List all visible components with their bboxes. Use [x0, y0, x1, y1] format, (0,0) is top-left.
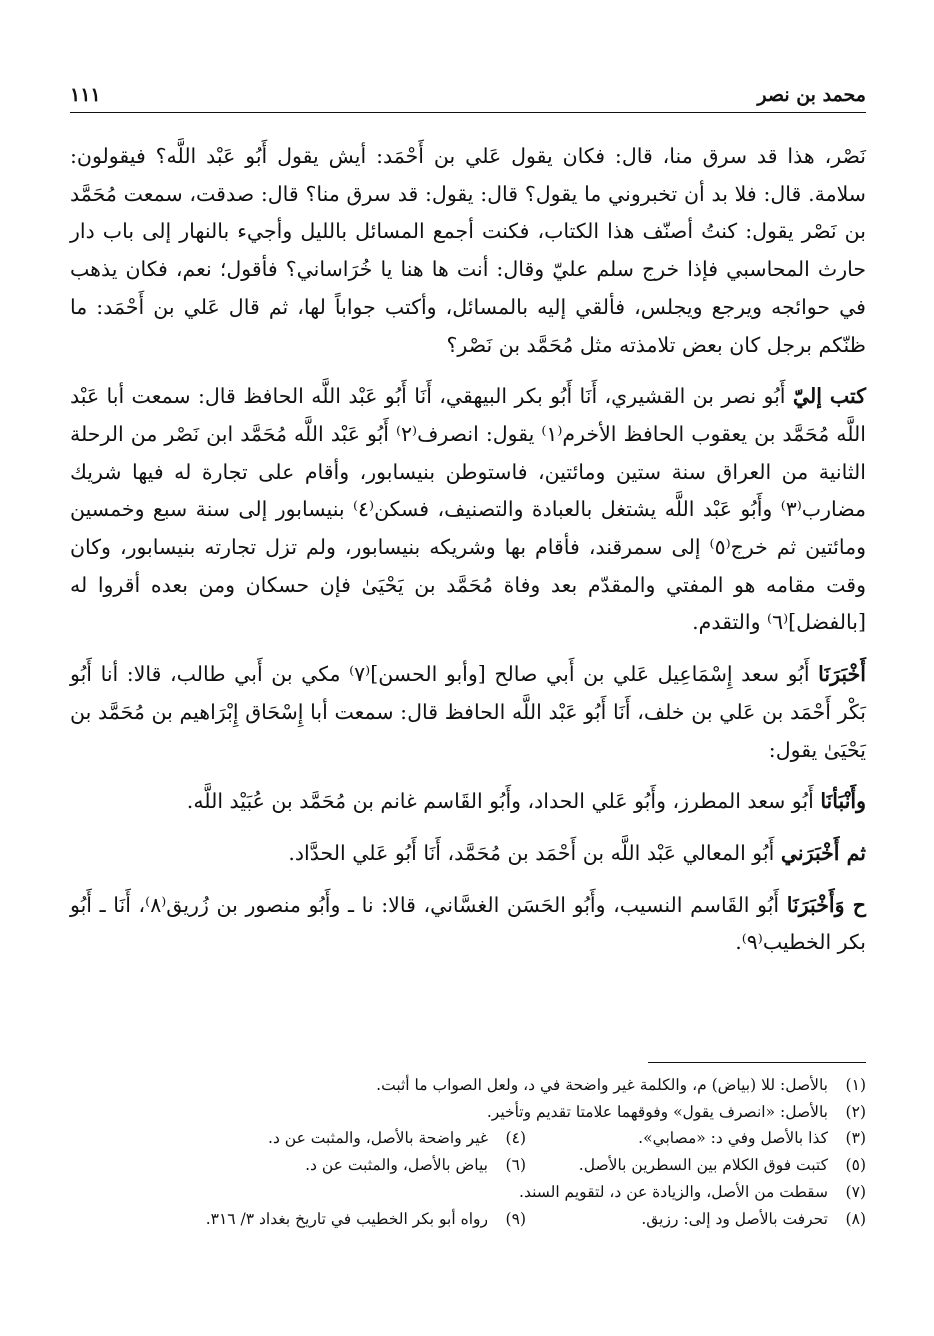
footnote-number: (٩): [505, 1209, 526, 1228]
text-line: إلى سنة سبع وخمسين ومائتين ثم خرج⁽٥⁾ إلى سمرقند، فأقام بها وشريكه بنيسابور، ولم تزل: [70, 497, 866, 560]
footnote-text: تحرفت بالأصل ود إلى: رزيق.: [641, 1209, 828, 1228]
text-line: نعم، فكان يذهب في حوائجه ويرجع ويجلس، فألقي إليه بالمسائل، وأكتب جواباً لها، ثم: [70, 257, 866, 319]
text-line: تجارة له فيها شريك مضارب⁽٣⁾ وأَبُو عَبْد اللَّه يشتغل بالعبادة والتصنيف، فسكن⁽٤⁾ بنيسابور: [70, 459, 866, 522]
isnad-lead-word: وأَنْبَأنَا: [820, 789, 866, 814]
footnote-number: (١): [845, 1076, 866, 1094]
footnotes: [70, 1072, 866, 1232]
text-line: أَبُو نصر بن القشيري، أَنَا أَبُو بكر البيهقي، أَنَا أَبُو عَبْد اللَّه الحافظ قال:: [197, 384, 786, 409]
text-line: قال عَلي بن أَحْمَد: ما ظنّكم برجل كان بعض تلامذته مثل مُحَمَّد بن نَصْر؟: [70, 294, 866, 357]
text-line: أَبُو سعد إِسْمَاعِيل عَلي بن أَبي صالح [وأبو الحسن]⁽٧⁾ مكي بن أَبي طالب،: [170, 662, 810, 687]
text-line: إلى باب دار حارث المحاسبي فإذا خرج سلم عليّ وقال: أنت ها هنا يا خُرَاساني؟ فأقول؛: [70, 219, 867, 282]
paragraph: [70, 138, 866, 364]
isnad-lead-word: ح وَأَخْبَرَنَا: [786, 892, 866, 917]
text-line: أَبُو المعالي عَبْد اللَّه بن أَحْمَد بن مُحَمَّد، أَنَا أَبُو عَلي الحدَّاد.: [288, 840, 775, 865]
footnote-text: كذا بالأصل وفي د: «مصابي».: [638, 1129, 828, 1148]
footnote: [186, 1152, 526, 1179]
footnote: [519, 1179, 866, 1206]
text-line: ابن نَصْر من الرحلة الثانية من العراق سنة ستين ومائتين، فاستوطن بنيسابور، وأقام على: [70, 421, 866, 484]
footnote-text: رواه أبو بكر الخطيب في تاريخ بغداد ٣/ ٣١٦.: [205, 1209, 488, 1228]
footnote: [186, 1125, 526, 1152]
footnote: [376, 1072, 866, 1099]
paragraph: [70, 783, 866, 821]
text-line: تجارته بنيسابور، وكان وقت مقامه هو المفتي والمقدّم بعد وفاة مُحَمَّد بن يَحْيَىٰ فإن حسكان: [70, 535, 866, 597]
paragraph: [70, 378, 866, 642]
footnote-number: (٧): [845, 1182, 866, 1201]
text-line: نَصْر، هذا قد سرق منا، قال: فكان يقول عَلي بن أَحْمَد: أيش يقول أَبُو عَبْد اللَّه؟ فيقولون:: [70, 144, 866, 168]
text-line: زُريق⁽٨⁾، أَنَا ـ أَبُو بكر الخطيب⁽٩⁾.: [70, 892, 866, 955]
footnote-row: [70, 1099, 866, 1126]
footnote-number: (٤): [505, 1129, 526, 1148]
isnad-lead-word: ثم أَخْبَرَني: [780, 840, 866, 865]
paragraph: [70, 887, 866, 962]
running-title: محمد بن نصر: [757, 84, 866, 106]
footnote: [526, 1125, 866, 1152]
text-line: سمعت أبا عَبْد اللَّه مُحَمَّد بن يعقوب الحافظ الأخرم⁽١⁾ يقول: انصرف⁽٢⁾ أَبُو عَبْد اللَّه مُحَمَّد: [70, 384, 866, 446]
text-line: قالا: أنا أَبُو بَكْر أَحْمَد بن عَلي بن خلف، أَنَا أَبُو عَبْد اللَّه الحافظ قال: سمعت أبا إِسْحَاق: [70, 662, 866, 724]
header-rule: [70, 112, 866, 113]
footnote-number: (٦): [505, 1156, 526, 1175]
footnote-row: [70, 1206, 866, 1233]
footnote-row: [70, 1125, 866, 1152]
footnote: [526, 1152, 866, 1179]
footnote-text: غير واضحة بالأصل، والمثبت عن د.: [268, 1129, 488, 1148]
footnote-row: [70, 1179, 866, 1206]
text-line: سلامة. قال: فلا بد أن تخبروني ما يقول؟ قال: يقول: قد سرق منا؟ قال: صدقت، سمعت: [123, 181, 866, 206]
page-number: ١١١: [70, 84, 101, 106]
running-header: [70, 72, 866, 106]
footnote-text: كتبت فوق الكلام بين السطرين بالأصل.: [578, 1156, 828, 1175]
text-line: ومن بعده أقروا له [بالفضل]⁽٦⁾ والتقدم.: [70, 572, 866, 635]
footnote-number: (٣): [845, 1129, 866, 1148]
footnote-text: بياض بالأصل، والمثبت عن د.: [305, 1156, 488, 1175]
paragraph: [70, 656, 866, 769]
footnote-text: بالأصل: للا (بياض) م، والكلمة غير واضحة في د، ولعل الصواب ما أثبت.: [376, 1076, 828, 1094]
footnote: [526, 1206, 866, 1233]
text-line: إِبْرَاهيم بن مُحَمَّد بن يَحْيَىٰ يقول:: [70, 699, 866, 762]
footnote-row: [70, 1072, 866, 1099]
footnote: [186, 1206, 526, 1233]
text-line: أَبُو سعد المطرز، وأَبُو عَلي الحداد، وأَبُو القَاسم غانم بن مُحَمَّد بن عُبَيْد اللَّه.: [186, 789, 814, 814]
footnote-number: (٥): [845, 1156, 866, 1175]
text-line: مُحَمَّد بن نَصْر يقول: كنتُ أصنّف هذا الكتاب، فكنت أجمع المسائل بالليل وأجيء بالنهار: [70, 181, 866, 244]
isnad-lead-word: أَخْبَرَنَا: [818, 662, 866, 687]
isnad-lead-word: كتب إليّ: [792, 384, 866, 409]
footnote-text: سقطت من الأصل، والزيادة عن د، لتقويم السند.: [519, 1182, 828, 1201]
footnote-number: (٢): [845, 1102, 866, 1121]
footnote-number: (٨): [845, 1209, 866, 1228]
footnote-rule: [648, 1062, 866, 1063]
text-line: أَبُو القَاسم النسيب، وأَبُو الحَسَن الغسَّاني، قالا: نا ـ وأَبُو منصور بن: [216, 892, 780, 917]
footnote-text: بالأصل: «انصرف يقول» وفوقهما علامتا تقديم وتأخير.: [486, 1102, 828, 1121]
footnote: [487, 1099, 866, 1126]
body-text: [70, 138, 866, 962]
footnote-row: [70, 1152, 866, 1179]
paragraph: [70, 835, 866, 873]
